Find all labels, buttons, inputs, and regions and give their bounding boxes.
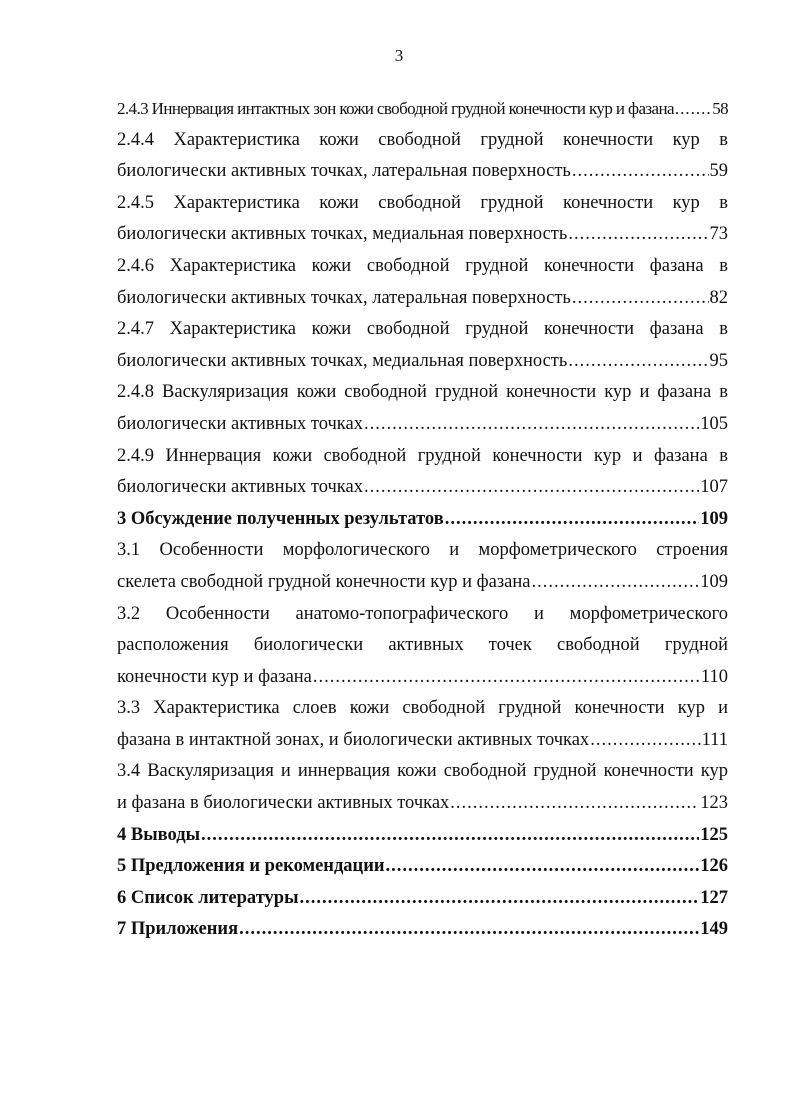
- toc-entry-2-4-4[interactable]: [117, 125, 728, 188]
- toc-entry-leader-line: [117, 504, 728, 536]
- toc-entry-2-4-7[interactable]: [117, 314, 728, 377]
- toc-entry-title: биологически активных точках, латеральная поверхность: [117, 161, 571, 182]
- toc-entry-3[interactable]: [117, 504, 728, 536]
- dot-leader: [568, 346, 708, 378]
- toc-entry-title: и фазана в биологически активных точках: [117, 793, 450, 814]
- toc-entry-leader-line: [117, 914, 728, 946]
- toc-page-number: 109: [700, 571, 728, 592]
- toc-entry-line: 2.4.5 Характеристика кожи свободной грудной конечности кур в: [117, 192, 728, 213]
- toc-entry-title: 5 Предложения и рекомендации: [117, 856, 385, 877]
- toc-entry-3-2[interactable]: [117, 599, 728, 694]
- toc-page-number: 110: [700, 666, 728, 687]
- toc-entry-title: фазана в интактной зонах, и биологически активных точках: [117, 729, 590, 750]
- toc-entry-leader-line: [117, 93, 728, 125]
- toc-entry-line: 2.4.4 Характеристика кожи свободной грудной конечности кур в: [117, 129, 728, 150]
- toc-entry-title: биологически активных точках: [117, 477, 363, 498]
- page-number: 3: [394, 46, 404, 65]
- toc-entry-title: 3 Обсуждение полученных результатов: [117, 508, 444, 529]
- toc-entry-4[interactable]: [117, 820, 728, 852]
- toc-entry-2-4-3[interactable]: [117, 93, 728, 125]
- toc-entry-title: 2.4.3 Иннервация интактных зон кожи свободной грудной конечности кур и фазана: [117, 99, 674, 118]
- table-of-contents: [117, 93, 728, 946]
- toc-page-number: 111: [701, 729, 728, 750]
- toc-entry-leader-line: [117, 662, 728, 694]
- toc-entry-title: биологически активных точках, латеральная поверхность: [117, 287, 571, 308]
- toc-page-number: 73: [709, 224, 728, 245]
- toc-entry-title: биологически активных точках, медиальная поверхность: [117, 224, 568, 245]
- toc-entry-3-3[interactable]: [117, 693, 728, 756]
- toc-page-number: 123: [700, 793, 728, 814]
- dot-leader: [239, 914, 699, 946]
- toc-entry-leader-line: [117, 820, 728, 852]
- dot-leader: [364, 472, 699, 504]
- dot-leader: [364, 409, 699, 441]
- toc-entry-2-4-5[interactable]: [117, 188, 728, 251]
- toc-entry-6[interactable]: [117, 883, 728, 915]
- toc-entry-leader-line: [117, 725, 728, 757]
- toc-page-number: 105: [700, 413, 728, 434]
- dot-leader: [572, 283, 709, 315]
- toc-entry-line: 2.4.6 Характеристика кожи свободной грудной конечности фазана в: [117, 255, 728, 276]
- toc-entry-line: 3.4 Васкуляризация и иннервация кожи свободной грудной конечности кур: [117, 761, 728, 782]
- toc-entry-leader-line: [117, 283, 728, 315]
- toc-entry-title: биологически активных точках: [117, 413, 363, 434]
- toc-entry-leader-line: [117, 567, 728, 599]
- toc-entry-5[interactable]: [117, 851, 728, 883]
- toc-entry-title: конечности кур и фазана: [117, 666, 312, 687]
- dot-leader: [572, 156, 709, 188]
- toc-page-number: 109: [700, 508, 728, 529]
- toc-entry-title: 6 Список литературы: [117, 887, 299, 908]
- toc-entry-line: 3.3 Характеристика слоев кожи свободной грудной конечности кур и: [117, 698, 728, 719]
- toc-entry-title: 4 Выводы: [117, 824, 201, 845]
- toc-page-number: 95: [709, 350, 728, 371]
- dot-leader: [313, 662, 700, 694]
- dot-leader: [590, 725, 700, 757]
- toc-page-number: 149: [700, 919, 728, 940]
- toc-page-number: 126: [700, 856, 728, 877]
- toc-entry-2-4-9[interactable]: [117, 441, 728, 504]
- dot-leader: [386, 851, 700, 883]
- toc-entry-line: 3.2 Особенности анатомо-топографического и морфометрического: [117, 603, 728, 624]
- toc-entry-leader-line: [117, 409, 728, 441]
- toc-entry-3-4[interactable]: [117, 756, 728, 819]
- toc-entry-title: 7 Приложения: [117, 919, 239, 940]
- toc-entry-line: 3.1 Особенности морфологического и морфометрического строения: [117, 540, 728, 561]
- dot-leader: [450, 788, 699, 820]
- toc-page-number: 127: [700, 887, 728, 908]
- toc-entry-line: расположения биологически активных точек свободной грудной: [117, 635, 728, 656]
- toc-entry-title: скелета свободной грудной конечности кур и фазана: [117, 571, 531, 592]
- toc-entry-leader-line: [117, 156, 728, 188]
- toc-entry-2-4-8[interactable]: [117, 377, 728, 440]
- toc-entry-title: биологически активных точках, медиальная поверхность: [117, 350, 568, 371]
- toc-entry-3-1[interactable]: [117, 535, 728, 598]
- toc-page-number: 125: [700, 824, 728, 845]
- toc-entry-7[interactable]: [117, 914, 728, 946]
- toc-entry-leader-line: [117, 219, 728, 251]
- toc-entry-line: 2.4.9 Иннервация кожи свободной грудной конечности кур и фазана в: [117, 445, 728, 466]
- dot-leader: [300, 883, 700, 915]
- toc-entry-leader-line: [117, 851, 728, 883]
- toc-page-number: 107: [700, 477, 728, 498]
- toc-page-number: 58: [712, 99, 728, 118]
- toc-page-number: 82: [709, 287, 728, 308]
- dot-leader: [532, 567, 700, 599]
- toc-page-number: 59: [709, 161, 728, 182]
- toc-entry-2-4-6[interactable]: [117, 251, 728, 314]
- toc-entry-leader-line: [117, 472, 728, 504]
- toc-entry-leader-line: [117, 346, 728, 378]
- dot-leader: [201, 820, 699, 852]
- toc-entry-line: 2.4.7 Характеристика кожи свободной грудной конечности фазана в: [117, 319, 728, 340]
- toc-entry-line: 2.4.8 Васкуляризация кожи свободной грудной конечности кур и фазана в: [117, 382, 728, 403]
- dot-leader: [675, 93, 711, 125]
- toc-entry-leader-line: [117, 788, 728, 820]
- dot-leader: [568, 219, 708, 251]
- dot-leader: [445, 504, 700, 536]
- toc-entry-leader-line: [117, 883, 728, 915]
